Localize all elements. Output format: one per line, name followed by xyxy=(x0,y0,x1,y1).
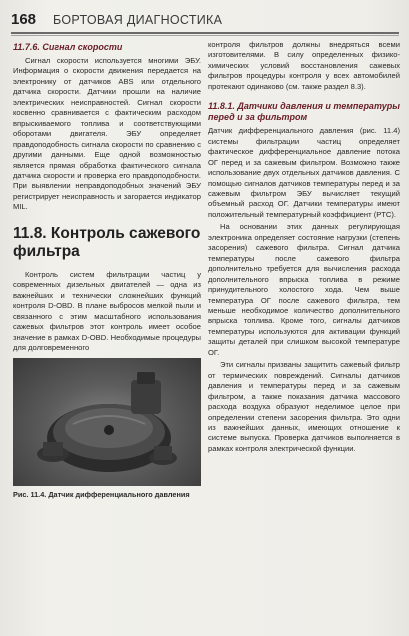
sensor-photo xyxy=(13,358,201,486)
page-number: 168 xyxy=(11,11,37,28)
page-header xyxy=(11,9,401,33)
paragraph: Датчик дифференциального давления (рис. 11.4) системы фильтрации частиц определяет фактическое дифференциальное давление потока ОГ перед и за сажевым фильтром. Возможно также использование двух отдельных датчиков давления. С помощью сигналов датчиков температуры перед и за сажевым фильтром ЭБУ вычисляет текущий объемный расход ОГ. Датчики температуры имеют положительный температурный коэффициент (PTC). xyxy=(208,126,400,219)
figure-differential-pressure-sensor xyxy=(13,358,201,486)
running-title: БОРТОВАЯ ДИАГНОСТИКА xyxy=(53,13,223,27)
right-column xyxy=(208,40,400,456)
paragraph: контроля фильтров должны внедряться всеми изготовителями. В силу определенных физико-химических условий восстановления сажевых фильтров процедуры контроля у всех автомобилей протекают одинаково (см. также раздел 8.3). xyxy=(208,40,400,91)
left-column xyxy=(13,40,201,501)
paragraph: Эти сигналы призваны защитить сажевый фильтр от термических повреждений. Сигналы датчиков давления и температуры перед и за сажевым фильтром, а также показания датчика массового расхода воздуха образуют неделимое целое при определении степени засорения фильтра. Это одни из важнейших данных, имеющих отношение к системе выпуска. Проверка датчиков выполняется в рамках контроля электрической функции. xyxy=(208,360,400,453)
section-heading-pressure-temperature-sensors: 11.8.1. Датчики давления и температуры перед и за фильтром xyxy=(208,101,400,123)
header-rule xyxy=(11,32,399,34)
header-rule-thin xyxy=(11,35,399,36)
paragraph: На основании этих данных регулирующая электроника определяет состояние нагрузки (степень засорения) сажевого фильтра. Сигнал датчика температуры после сажевого фильтра дополнительно требуется для вычисления расхода дополнительного впрыска топлива в режиме принудительного холостого хода. Чем выше температура ОГ после сажевого фильтра, тем меньше необходимое количество дополнительного впрыска топлива. Кроме того, сигналы датчиков температуры используются для активации функций защиты деталей при слишком высокой температуре ОГ. xyxy=(208,222,400,357)
paragraph: Контроль систем фильтрации частиц у современных дизельных двигателей — одна из важнейших и технически сложнейших функций контроля D-OBD. В плане выбросов мелкой пыли и связанного с этим масштабного использования сажевых фильтров этот контроль имеет особое значение в рамках D-OBD. Необходимые процедуры для долговременного xyxy=(13,269,201,352)
figure-caption: Рис. 11.4. Датчик дифференциального давления xyxy=(13,490,190,500)
section-heading-soot-filter: 11.8. Контроль сажевого фильтра xyxy=(13,224,201,260)
paragraph: Сигнал скорости используется многими ЭБУ. Информация о скорости движения передается на электронику от датчиков ABS или отдельного датчика скорости. Датчики прошли на наличие электрических неисправностей. Сигнал скорости косвенно сравнивается с фактическим расходом впрыскиваемого топлива и соответствующими оборотами двигателя. ЭБУ определяет правдоподобность сигнала скорости по сравнению с другими данными. Еще одной возможностью является прямая обработка фактического сигнала датчика скорости и проверка его правдоподобности. При выявлении неправдоподобных значений ЭБУ регистрирует неисправность и загорается индикатор MIL. xyxy=(13,56,201,212)
section-heading-speed-signal: 11.7.6. Сигнал скорости xyxy=(13,42,123,52)
